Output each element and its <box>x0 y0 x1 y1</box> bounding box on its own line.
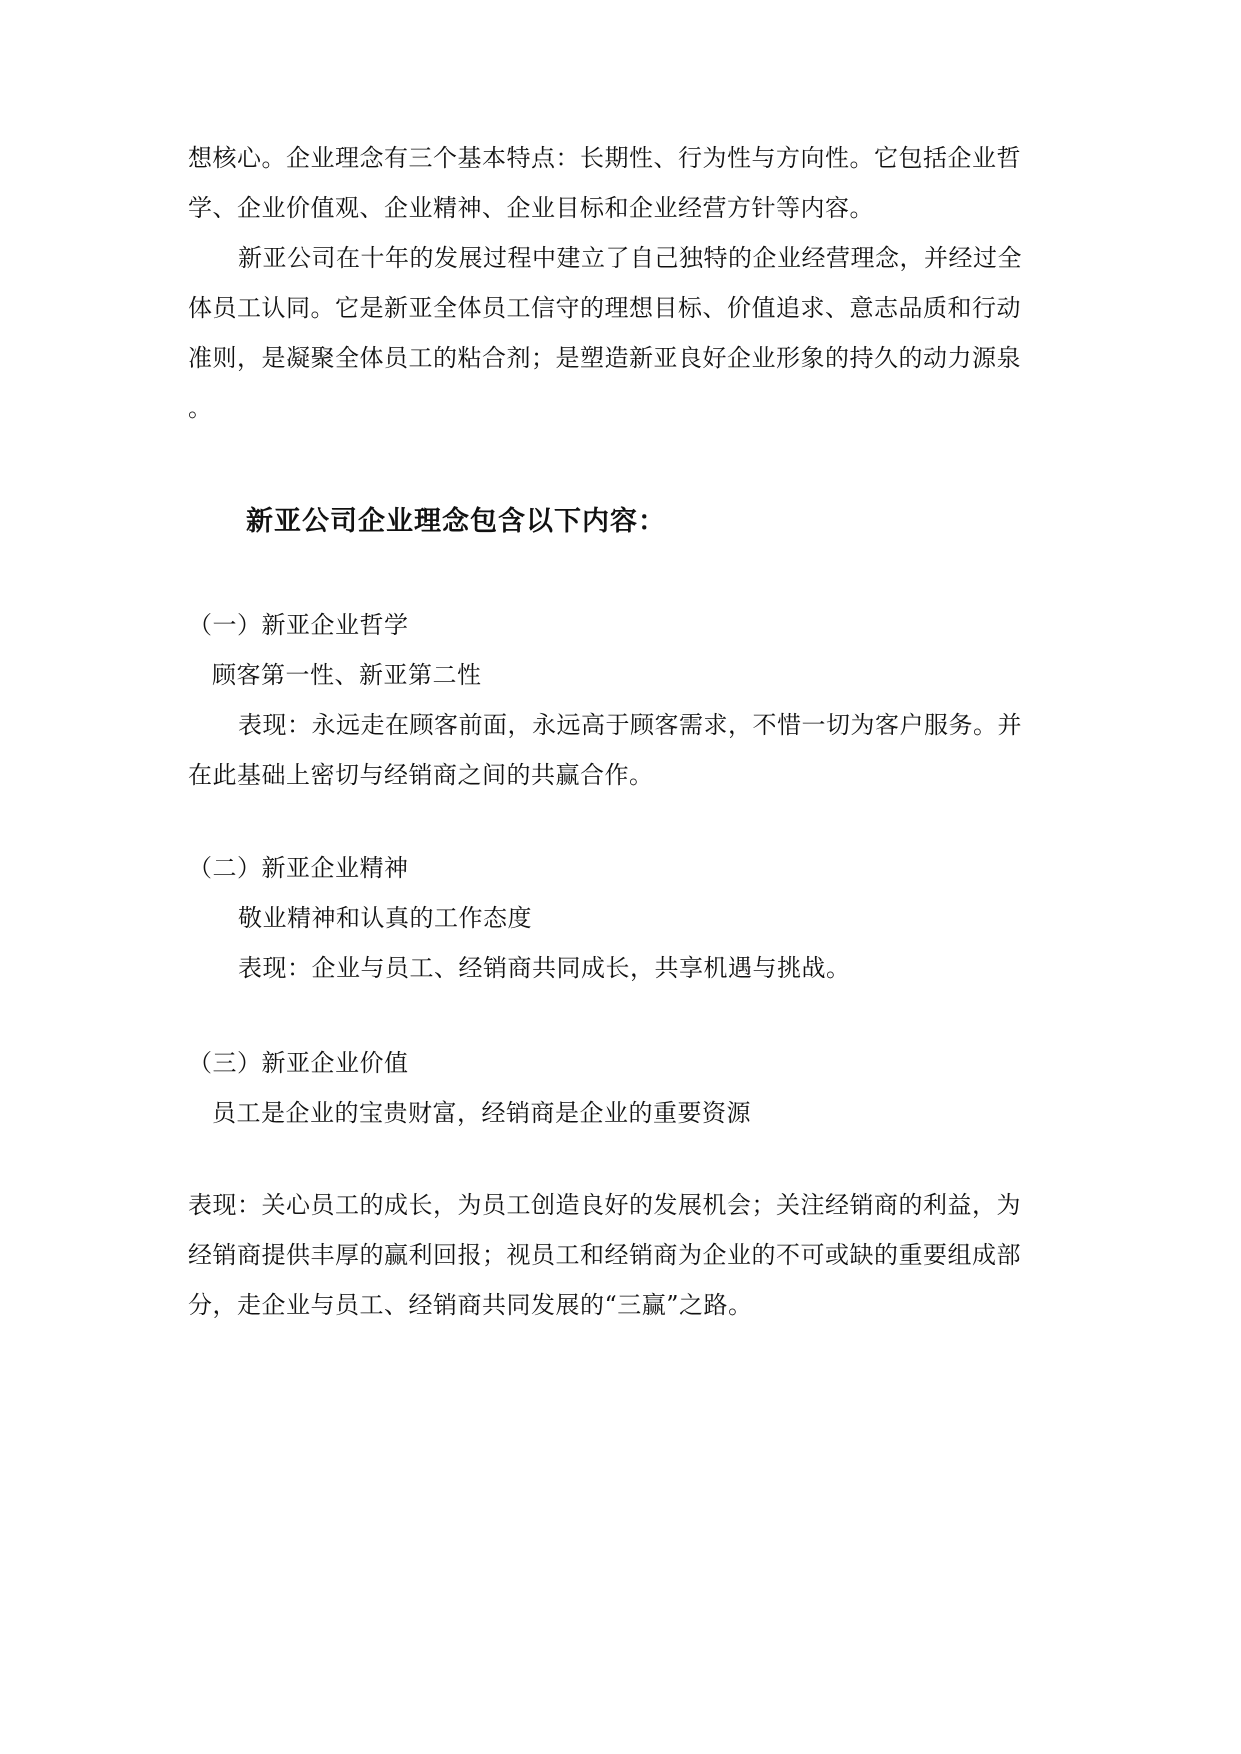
section-title-philosophy: （一）新亚企业哲学 <box>188 611 409 639</box>
section-desc-line: 表现：永远走在顾客前面，永远高于顾客需求，不惜一切为客户服务。并 <box>238 711 1022 739</box>
section-desc-line: 表现：关心员工的成长，为员工创造良好的发展机会；关注经销商的利益，为 <box>188 1191 1021 1219</box>
company-paragraph-line: 新亚公司在十年的发展过程中建立了自己独特的企业经营理念，并经过全 <box>238 244 1022 272</box>
intro-paragraph-line: 学、企业价值观、企业精神、企业目标和企业经营方针等内容。 <box>188 194 874 222</box>
section-desc-line: 在此基础上密切与经销商之间的共赢合作。 <box>188 761 654 789</box>
company-paragraph-line: 准则，是凝聚全体员工的粘合剂；是塑造新亚良好企业形象的持久的动力源泉 <box>188 344 1021 372</box>
section-heading: 新亚公司企业理念包含以下内容： <box>246 506 666 537</box>
section-desc-line: 经销商提供丰厚的赢利回报；视员工和经销商为企业的不可或缺的重要组成部 <box>188 1241 1021 1269</box>
company-paragraph-line: 。 <box>188 394 213 422</box>
section-title-value: （三）新亚企业价值 <box>188 1049 409 1077</box>
intro-paragraph-line: 想核心。企业理念有三个基本特点：长期性、行为性与方向性。它包括企业哲 <box>188 144 1021 172</box>
section-subtitle-spirit: 敬业精神和认真的工作态度 <box>238 904 532 932</box>
section-desc-line: 表现：企业与员工、经销商共同成长，共享机遇与挑战。 <box>238 954 851 982</box>
section-subtitle-value: 员工是企业的宝贵财富，经销商是企业的重要资源 <box>212 1099 751 1127</box>
company-paragraph-line: 体员工认同。它是新亚全体员工信守的理想目标、价值追求、意志品质和行动 <box>188 294 1021 322</box>
section-title-spirit: （二）新亚企业精神 <box>188 854 409 882</box>
section-subtitle-philosophy: 顾客第一性、新亚第二性 <box>212 661 482 689</box>
section-desc-line: 分，走企业与员工、经销商共同发展的“三赢”之路。 <box>188 1291 753 1319</box>
